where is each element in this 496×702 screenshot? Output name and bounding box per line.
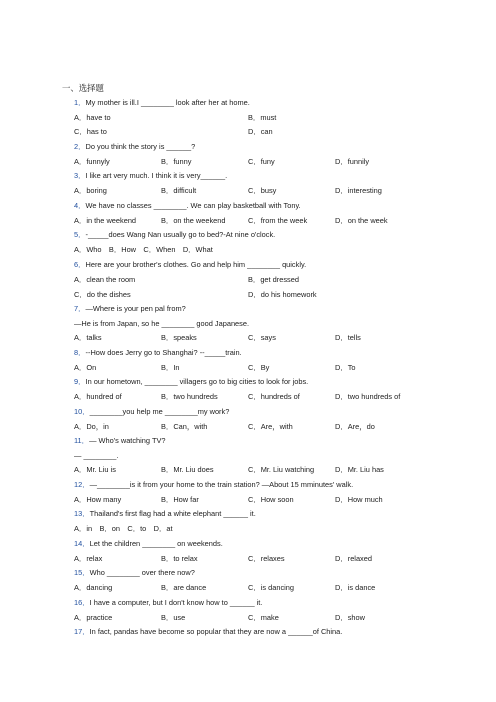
- option-b: B．How far: [161, 495, 199, 504]
- question-number: 2．: [74, 142, 86, 151]
- option-b: B．In: [161, 363, 180, 372]
- question-text: —________is it from your home to the train station? —About 15 mminutes' walk.: [89, 480, 354, 489]
- option-d: D．can: [248, 127, 273, 136]
- question-text-continued: —He is from Japan, so he ________ good Japanese.: [74, 319, 250, 328]
- question-number: 6．: [74, 260, 86, 269]
- option-c: C．How soon: [248, 495, 294, 504]
- question-text: -_____does Wang Nan usually go to bed?-At nine o'clock.: [85, 230, 276, 239]
- question-text: Thailand's first flag had a white elephant ______ it.: [89, 509, 256, 518]
- option-a: A．funnyly: [74, 157, 110, 166]
- question-number: 5．: [74, 230, 86, 239]
- question-number: 3．: [74, 171, 86, 180]
- question-text: Here are your brother's clothes. Go and help him ________ quickly.: [85, 260, 307, 269]
- question-number: 15．: [74, 568, 90, 577]
- question-11: [74, 437, 166, 444]
- question-number: 12．: [74, 480, 90, 489]
- option-a: A．relax: [74, 554, 103, 563]
- option-d: D．interesting: [335, 186, 382, 195]
- question-text: I like art very much. I think it is very______.: [85, 171, 228, 180]
- option-b: B．on the weekend: [161, 216, 226, 225]
- option-d: D．To: [335, 363, 356, 372]
- question-3: [74, 172, 227, 179]
- question-number: 10．: [74, 407, 90, 416]
- question-16: [74, 599, 262, 606]
- option-c: C．from the week: [248, 216, 308, 225]
- section-title: 一、选择题: [62, 83, 104, 93]
- question-number: 8．: [74, 348, 86, 357]
- option-d: D．How much: [335, 495, 383, 504]
- question-12: [74, 481, 353, 488]
- question-text: --How does Jerry go to Shanghai? --_____train.: [85, 348, 242, 357]
- question-text: In our hometown, ________ villagers go to big cities to look for jobs.: [85, 377, 309, 386]
- option-b: B．get dressed: [248, 275, 299, 284]
- option-d: D．on the week: [335, 216, 388, 225]
- option-a: A．hundred of: [74, 392, 122, 401]
- option-b: B．speaks: [161, 333, 197, 342]
- question-text: —Where is your pen pal from?: [85, 304, 186, 313]
- option-b: B．two hundreds: [161, 392, 218, 401]
- question-5: [74, 231, 275, 238]
- option-d: D．relaxed: [335, 554, 372, 563]
- question-number: 17．: [74, 627, 90, 636]
- option-b: B．must: [248, 113, 277, 122]
- option-b: B．to relax: [161, 554, 198, 563]
- question-text: — Who's watching TV?: [89, 436, 166, 445]
- option-a: A．in the weekend: [74, 216, 137, 225]
- option-c: C．relaxes: [248, 554, 285, 563]
- option-c: C．By: [248, 363, 270, 372]
- question-number: 14．: [74, 539, 90, 548]
- option-c: C．make: [248, 613, 279, 622]
- option-c: C．busy: [248, 186, 277, 195]
- question-number: 11．: [74, 436, 90, 445]
- option-b: B．are dance: [161, 583, 207, 592]
- question-text-continued: — ________.: [74, 451, 119, 460]
- question-8: [74, 349, 242, 356]
- option-d: D．Mr. Liu has: [335, 465, 384, 474]
- option-a: A．Do，in: [74, 422, 109, 431]
- options-inline: A．Who B．How C．When D．What: [74, 245, 213, 254]
- question-number: 1．: [74, 98, 86, 107]
- option-b: B．funny: [161, 157, 192, 166]
- question-9: [74, 378, 308, 385]
- question-14: [74, 540, 223, 547]
- question-6: [74, 261, 306, 268]
- option-d: D．show: [335, 613, 365, 622]
- question-text: In fact, pandas have become so popular that they are now a ______of China.: [89, 627, 343, 636]
- option-a: A．have to: [74, 113, 111, 122]
- option-d: D．is dance: [335, 583, 376, 592]
- option-b: B．Mr. Liu does: [161, 465, 214, 474]
- question-text: Who ________ over there now?: [89, 568, 195, 577]
- question-10: [74, 408, 229, 415]
- option-d: D．two hundreds of: [335, 392, 401, 401]
- question-number: 4．: [74, 201, 86, 210]
- question-text: We have no classes ________. We can play basketball with Tony.: [85, 201, 301, 210]
- option-c: C．Mr. Liu watching: [248, 465, 315, 474]
- option-b: B．difficult: [161, 186, 197, 195]
- question-15: [74, 569, 195, 576]
- option-a: A．On: [74, 363, 97, 372]
- option-c: C．do the dishes: [74, 290, 131, 299]
- question-13: [74, 510, 256, 517]
- option-a: A．boring: [74, 186, 107, 195]
- option-c: C．says: [248, 333, 276, 342]
- option-a: A．dancing: [74, 583, 113, 592]
- option-a: A．Mr. Liu is: [74, 465, 116, 474]
- question-1: [74, 99, 250, 106]
- question-7: [74, 305, 186, 312]
- option-d: D．Are，do: [335, 422, 375, 431]
- options-inline: A．in B．on C．to D．at: [74, 524, 173, 533]
- question-text: I have a computer, but I don't know how to ______ it.: [89, 598, 263, 607]
- option-c: C．hundreds of: [248, 392, 300, 401]
- question-17: [74, 628, 342, 635]
- question-number: 13．: [74, 509, 90, 518]
- option-a: A．clean the room: [74, 275, 136, 284]
- option-b: B．Can，with: [161, 422, 208, 431]
- question-number: 16．: [74, 598, 90, 607]
- question-2: [74, 143, 195, 150]
- option-a: A．talks: [74, 333, 102, 342]
- option-a: A．How many: [74, 495, 122, 504]
- option-c: C．has to: [74, 127, 107, 136]
- question-number: 9．: [74, 377, 86, 386]
- option-b: B．use: [161, 613, 186, 622]
- option-d: D．tells: [335, 333, 361, 342]
- option-d: D．funnily: [335, 157, 370, 166]
- option-d: D．do his homework: [248, 290, 317, 299]
- question-text: Do you think the story is ______?: [85, 142, 196, 151]
- question-text: Let the children ________ on weekends.: [89, 539, 223, 548]
- option-a: A．practice: [74, 613, 113, 622]
- question-number: 7．: [74, 304, 86, 313]
- question-text: ________you help me ________my work?: [89, 407, 230, 416]
- question-4: [74, 202, 301, 209]
- option-c: C．funy: [248, 157, 275, 166]
- option-c: C．Are，with: [248, 422, 293, 431]
- option-c: C．is dancing: [248, 583, 295, 592]
- question-text: My mother is ill.I ________ look after her at home.: [85, 98, 250, 107]
